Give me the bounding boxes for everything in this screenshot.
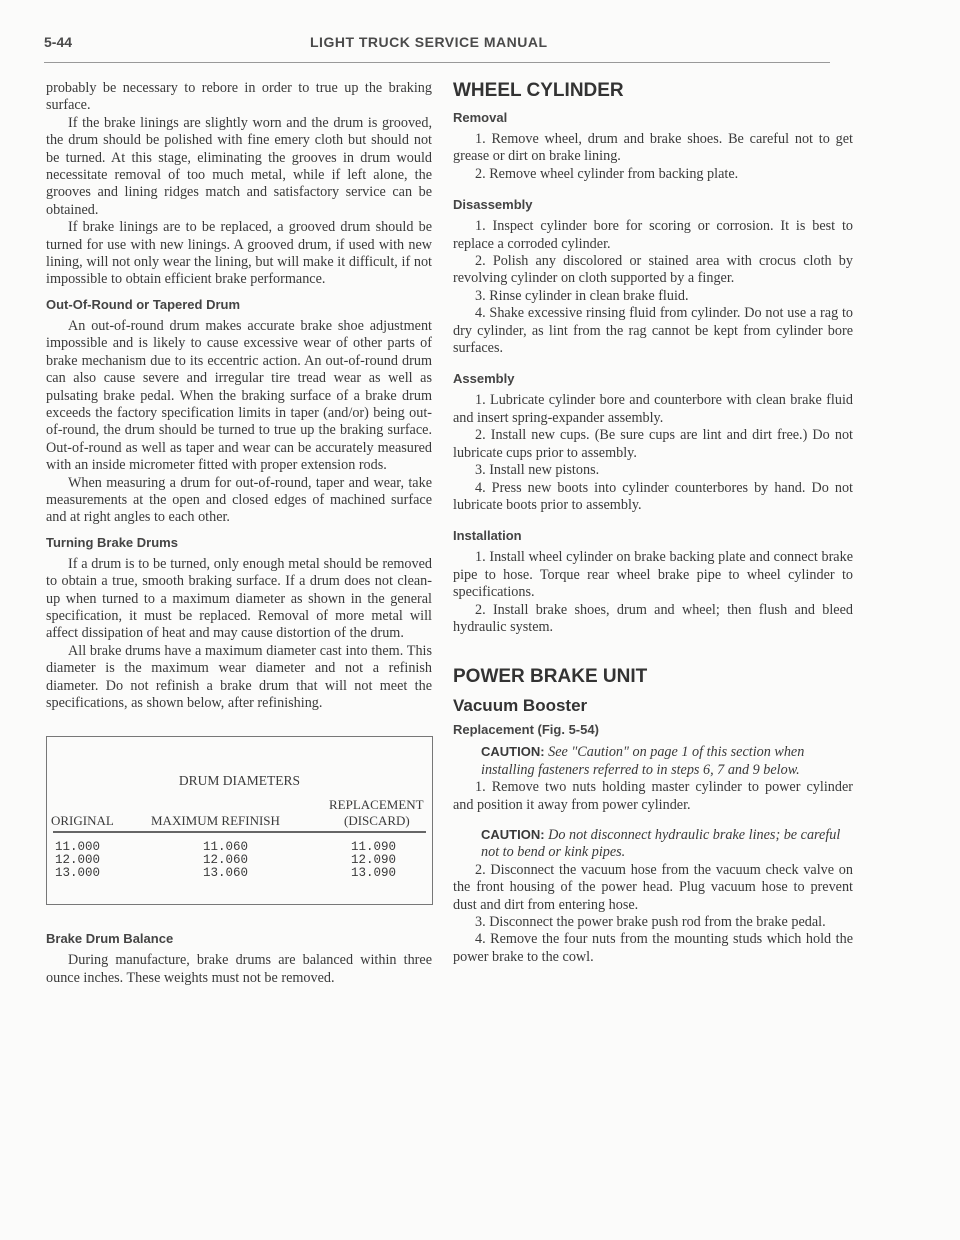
step: 2. Install brake shoes, drum and wheel; then flush and bleed hydraulic system. <box>453 601 853 635</box>
right-column <box>453 80 853 966</box>
paragraph: probably be necessary to rebore in order to true up the braking surface. <box>46 80 432 114</box>
paragraph: If brake linings are to be replaced, a grooved drum should be turned for use with new linings. A grooved drum, if used with new lining, will not only wear the lining, but will make it difficult, if not impossible to obtain efficient brake performance. <box>46 219 432 288</box>
column-header-max-refinish: MAXIMUM REFINISH <box>151 813 280 829</box>
subheading-replacement: Replacement (Fig. 5-54) <box>453 722 599 738</box>
header-rule <box>44 62 830 63</box>
step: 2. Install new cups. (Be sure cups are lint and dirt free.) Do not lubricate cups prior to assembly. <box>453 427 853 461</box>
table-cell: 11.060 <box>203 840 249 855</box>
table-cell: 12.000 <box>55 853 101 868</box>
paragraph: When measuring a drum for out-of-round, taper and wear, take measurements at the open and closed edges of machined surface and at right angles to each other. <box>46 474 432 526</box>
table-cell: 13.000 <box>55 866 101 881</box>
table-cell: 12.090 <box>351 853 397 868</box>
table-cell: 13.090 <box>351 866 397 881</box>
paragraph: During manufacture, brake drums are balanced within three ounce inches. These weights must not be removed. <box>46 952 432 986</box>
step: 3. Disconnect the power brake push rod from the brake pedal. <box>475 914 826 930</box>
caution-label: CAUTION: <box>481 744 545 760</box>
step: 2. Remove wheel cylinder from backing plate. <box>475 165 739 182</box>
table-cell: 12.060 <box>203 853 249 868</box>
manual-title: LIGHT TRUCK SERVICE MANUAL <box>310 34 548 50</box>
page-number: 5-44 <box>44 34 73 50</box>
subheading-removal: Removal <box>453 110 508 125</box>
step: 1. Inspect cylinder bore for scoring or corrosion. It is best to replace a corroded cylinder. <box>453 218 853 252</box>
step: 1. Install wheel cylinder on brake backing plate and connect brake pipe to hose. Torque rear wheel brake pipe to wheel cylinder to specifications. <box>453 549 853 601</box>
step: 3. Rinse cylinder in clean brake fluid. <box>475 287 689 304</box>
step: 2. Polish any discolored or stained area with crocus cloth by revolving cylinder on cloth supported by a finger. <box>453 253 853 287</box>
subheading-disassembly: Disassembly <box>453 197 533 213</box>
section-heading-turning: Turning Brake Drums <box>46 534 178 550</box>
section-heading-balance: Brake Drum Balance <box>46 931 174 947</box>
step: 3. Install new pistons. <box>475 462 600 479</box>
paragraph: If the brake linings are slightly worn and the drum is grooved, the drum should be polished with fine emery cloth but should not be turned. At this stage, eliminating the grooves in drum would necessitate removal of too much metal, while if left alone, the grooves and lining ridges match and satisfactory service can be obtained. <box>46 114 432 218</box>
page-header <box>44 34 830 64</box>
table-cell: 11.090 <box>351 840 397 855</box>
subheading-installation: Installation <box>453 528 522 544</box>
step: 2. Disconnect the vacuum hose from the vacuum check valve on the front housing of the power head. Plug vacuum hose to prevent dust and dirt from entering hose. <box>453 861 853 913</box>
step: 4. Press new boots into cylinder counterbores by hand. Do not lubricate boots prior to assembly. <box>453 479 853 513</box>
caution-label: CAUTION: <box>481 826 545 842</box>
paragraph: If a drum is to be turned, only enough metal should be removed to obtain a true, smooth braking surface. If a drum does not clean-up when turned to a maximum diameter as shown in the general specification, it must be replaced. Removal of more metal will affect dissipation of heat and may cause distortion of the drum. <box>46 555 432 642</box>
drum-diameters-table <box>46 736 433 905</box>
step: 1. Lubricate cylinder bore and counterbore with clean brake fluid and insert spring-expander assembly. <box>453 392 853 426</box>
table-rule <box>53 831 426 833</box>
section-title-wheel-cylinder: WHEEL CYLINDER <box>453 80 624 101</box>
caution-text: See "Caution" on page 1 of this section when installing fasteners referred to in steps 6, 7 and 9 below. <box>481 744 805 778</box>
section-title-power-brake: POWER BRAKE UNIT <box>453 666 648 688</box>
step: 1. Remove two nuts holding master cylinder to power cylinder and position it away from power cylinder. <box>453 779 853 813</box>
step: 4. Remove the four nuts from the mounting studs which hold the power brake to the cowl. <box>453 931 853 965</box>
table-cell: 11.000 <box>55 840 101 855</box>
caution-text: Do not disconnect hydraulic brake lines; be careful not to bend or kink pipes. <box>481 826 841 861</box>
column-header-original: ORIGINAL <box>51 813 114 829</box>
paragraph: All brake drums have a maximum diameter cast into them. This diameter is the maximum wear diameter and not a refinish diameter. Do not refinish a brake drum that will not meet the specifications, as shown below, after refinishing. <box>46 642 432 711</box>
column-header-discard: (DISCARD) <box>344 813 410 829</box>
table-caption: DRUM DIAMETERS <box>178 773 301 789</box>
caution-note <box>453 826 853 862</box>
step: 4. Shake excessive rinsing fluid from cylinder. Do not use a rag to dry cylinder, as lint from the rag cannot be kept from cylinder bore surfaces. <box>453 305 853 357</box>
subtitle-vacuum-booster: Vacuum Booster <box>453 696 588 716</box>
section-heading-out-of-round: Out-Of-Round or Tapered Drum <box>46 296 241 312</box>
paragraph: An out-of-round drum makes accurate brake shoe adjustment impossible and is likely to cause excessive wear of other parts of brake mechanism due to its eccentric action. An out-of-round drum can also cause severe and irregular tire tread wear as well as pulsating brake pedal. When the braking surface of a brake drum exceeds the factory specification limits in taper (and/or) being out-of-round, the drum should be turned to true up the braking surface. Out-of-round as well as taper and wear can be accurately measured with an inside micrometer fitted with proper extension rods. <box>46 317 432 474</box>
caution-note <box>453 743 853 779</box>
column-header-replacement: REPLACEMENT <box>329 797 424 813</box>
subheading-assembly: Assembly <box>453 371 515 387</box>
left-column <box>46 80 432 987</box>
table-cell: 13.060 <box>203 866 249 881</box>
step: 1. Remove wheel, drum and brake shoes. Be careful not to get grease or dirt on brake lining. <box>453 131 853 165</box>
